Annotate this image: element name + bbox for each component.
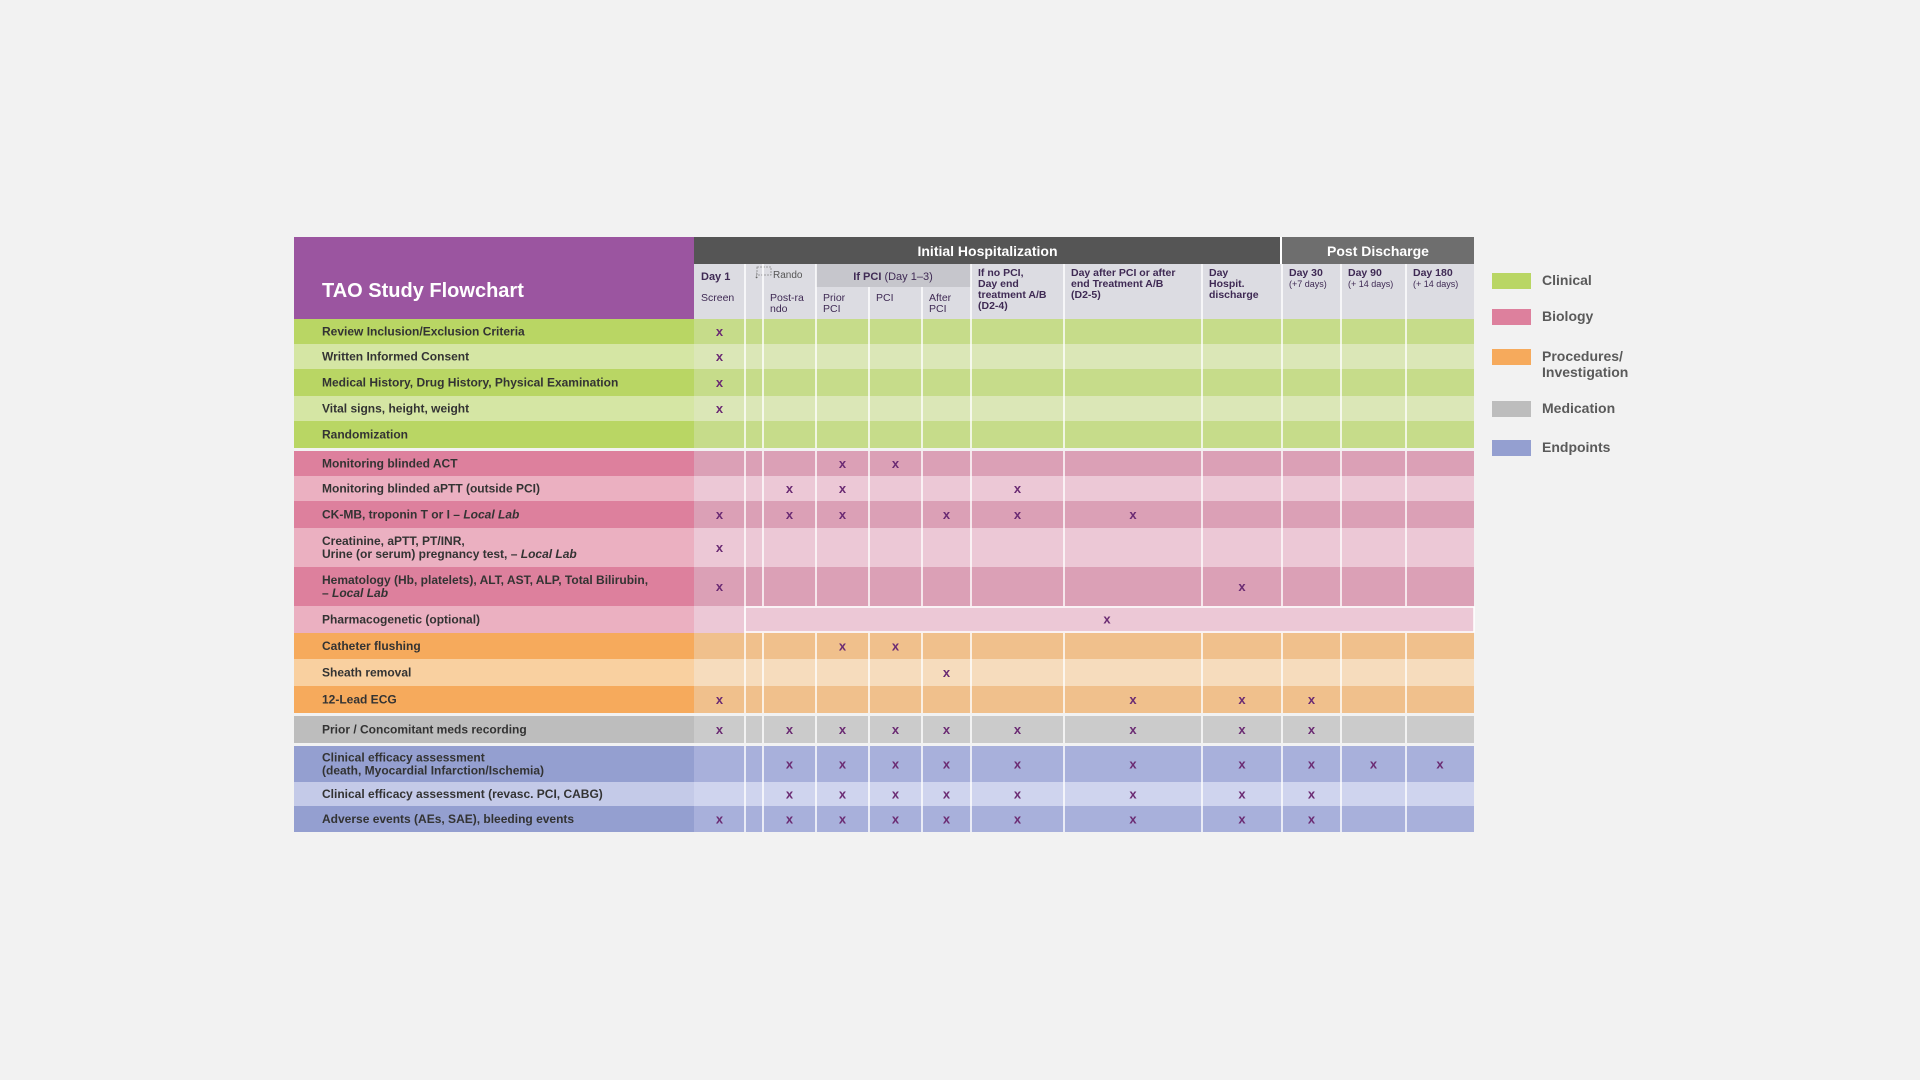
legend-item-procedures xyxy=(1492,348,1692,380)
row-cells-bg-1 xyxy=(694,344,1474,369)
row-mark: x xyxy=(715,324,724,339)
column-header-6: (D2-4) xyxy=(978,300,1008,312)
row-mark: x xyxy=(1013,722,1022,737)
row-mark: x xyxy=(1238,579,1246,594)
row-mark: x xyxy=(838,722,847,737)
legend-item-endpoints xyxy=(1492,439,1692,456)
column-header-8: discharge xyxy=(1209,289,1259,301)
row-mark: x xyxy=(1013,756,1022,772)
row-mark: x xyxy=(1238,811,1246,827)
column-header-11: Day 180 xyxy=(1413,267,1453,279)
row-mark: x xyxy=(942,665,951,680)
row-cells-bg-2 xyxy=(694,369,1474,396)
row-cells-bg-4 xyxy=(694,421,1474,448)
row-mark: x xyxy=(1129,722,1137,737)
row-mark: x xyxy=(942,811,951,827)
legend-label: Procedures/ Investigation xyxy=(1542,348,1629,380)
header-post-label: Post Discharge xyxy=(1327,243,1429,259)
row-mark: x xyxy=(1238,692,1246,707)
row-mark: x xyxy=(1013,786,1022,802)
row-cells-bg-3 xyxy=(694,396,1474,421)
legend-swatch xyxy=(1492,349,1531,365)
row-label-15: (death, Myocardial Infarction/Ischemia) xyxy=(322,763,545,778)
row-mark: x xyxy=(942,786,951,802)
legend-swatch xyxy=(1492,440,1531,456)
legend-swatch xyxy=(1492,401,1531,417)
row-label-14: Prior / Concomitant meds recording xyxy=(322,722,527,737)
row-cells-bg-15 xyxy=(694,746,1474,782)
column-header-8: Day xyxy=(1209,267,1229,279)
row-mark: x xyxy=(1103,611,1111,627)
row-mark: x xyxy=(1238,722,1246,737)
row-mark: x xyxy=(715,401,724,416)
row-cells-bg-7 xyxy=(694,501,1474,528)
column-header-2: ndo xyxy=(770,303,788,315)
row-mark: x xyxy=(715,811,724,827)
column-header-4: PCI xyxy=(876,292,894,304)
row-label-13: 12-Lead ECG xyxy=(322,692,397,707)
column-header-0: Screen xyxy=(701,292,735,304)
row-label-0: Review Inclusion/Exclusion Criteria xyxy=(322,324,525,339)
header-initial-label: Initial Hospitalization xyxy=(917,243,1058,259)
legend-swatch xyxy=(1492,309,1531,325)
row-mark: x xyxy=(838,481,847,496)
column-header-3: PCI xyxy=(823,303,841,315)
row-mark: x xyxy=(891,786,900,802)
row-mark: x xyxy=(785,786,794,802)
column-header-9: (+7 days) xyxy=(1289,279,1327,289)
row-cells-bg-13 xyxy=(694,686,1474,713)
row-mark: x xyxy=(715,349,724,364)
row-label-2: Medical History, Drug History, Physical Examination xyxy=(322,375,619,390)
row-mark: x xyxy=(1307,811,1316,827)
row-mark: x xyxy=(1307,786,1316,802)
legend-item-biology xyxy=(1492,308,1692,325)
column-header-10: (+ 14 days) xyxy=(1348,279,1394,289)
row-mark: x xyxy=(838,456,847,471)
row-mark: x xyxy=(1307,756,1316,772)
legend-label: Biology xyxy=(1542,308,1594,324)
row-mark: x xyxy=(785,481,794,496)
column-header-2: Post-ra xyxy=(770,292,804,304)
row-cells-bg-12 xyxy=(694,659,1474,686)
legend-label: Clinical xyxy=(1542,272,1592,288)
column-header-7: end Treatment A/B xyxy=(1071,278,1164,290)
row-mark: x xyxy=(838,786,847,802)
row-label-17: Adverse events (AEs, SAE), bleeding events xyxy=(322,812,575,826)
row-mark: x xyxy=(1307,722,1316,737)
row-cells-bg-16 xyxy=(694,782,1474,806)
column-header-7: (D2-5) xyxy=(1071,289,1101,301)
row-label-15: Clinical efficacy assessment xyxy=(322,750,485,765)
row-mark: x xyxy=(838,638,847,654)
row-mark: x xyxy=(1013,481,1022,496)
row-mark: x xyxy=(1129,786,1137,802)
row-label-9: – Local Lab xyxy=(322,586,389,600)
row-mark: x xyxy=(1369,756,1378,772)
row-mark: x xyxy=(1436,756,1444,772)
row-label-7: CK-MB, troponin T or I – Local Lab xyxy=(322,507,520,522)
row-mark: x xyxy=(715,692,724,707)
row-label-8: Urine (or serum) pregnancy test, – Local Lab xyxy=(322,547,577,561)
row-label-10: Pharmacogenetic (optional) xyxy=(322,612,481,627)
column-header-6: If no PCI, xyxy=(978,267,1024,279)
row-label-1: Written Informed Consent xyxy=(322,349,470,364)
row-mark: x xyxy=(838,811,847,827)
column-header-6: Day end xyxy=(978,278,1019,290)
legend-item-clinical xyxy=(1492,272,1692,289)
row-mark: x xyxy=(785,811,794,827)
rando-label: Rando xyxy=(773,270,803,281)
row-cells-bg-0 xyxy=(694,319,1474,344)
row-mark: x xyxy=(891,638,900,654)
row-mark: x xyxy=(891,456,900,471)
row-mark: x xyxy=(942,507,951,522)
row-mark: x xyxy=(1307,692,1316,707)
row-mark: x xyxy=(715,579,724,594)
row-cells-bg-10 xyxy=(694,606,1474,633)
row-cells-bg-17 xyxy=(694,806,1474,832)
row-label-6: Monitoring blinded aPTT (outside PCI) xyxy=(322,481,540,496)
rando-arrow-icon: ↓ xyxy=(754,270,759,281)
if-pci-label xyxy=(853,271,932,283)
row-label-3: Vital signs, height, weight xyxy=(322,401,470,416)
legend-swatch xyxy=(1492,273,1531,289)
row-mark: x xyxy=(942,722,951,737)
column-header-10: Day 90 xyxy=(1348,267,1382,279)
row-cells-bg-6 xyxy=(694,476,1474,501)
row-cells-bg-14 xyxy=(694,716,1474,743)
row-mark: x xyxy=(891,722,900,737)
row-mark: x xyxy=(891,811,900,827)
row-mark: x xyxy=(1129,507,1137,522)
row-cells-bg-5 xyxy=(694,451,1474,476)
column-header-11: (+ 14 days) xyxy=(1413,279,1459,289)
row-mark: x xyxy=(715,722,724,737)
row-mark: x xyxy=(1129,756,1137,772)
row-label-9: Hematology (Hb, platelets), ALT, AST, ALP, Total Bilirubin, xyxy=(322,573,649,587)
column-header-7: Day after PCI or after xyxy=(1071,267,1176,279)
row-mark: x xyxy=(1129,692,1137,707)
row-mark: x xyxy=(785,507,794,522)
column-header-9: Day 30 xyxy=(1289,267,1323,279)
day1-label: Day 1 xyxy=(701,271,731,283)
if-pci-title: If PCI xyxy=(853,271,885,283)
column-header-5: After xyxy=(929,292,952,304)
row-label-16: Clinical efficacy assessment (revasc. PCI, CABG) xyxy=(322,787,603,801)
row-mark: x xyxy=(1238,786,1246,802)
row-mark: x xyxy=(838,756,847,772)
page-title: TAO Study Flowchart xyxy=(322,280,524,302)
legend-item-medication xyxy=(1492,400,1692,417)
row-label-11: Catheter flushing xyxy=(322,639,421,653)
legend-label: Medication xyxy=(1542,400,1616,416)
if-pci-sub: (Day 1–3) xyxy=(884,271,933,283)
row-cells-bg-11 xyxy=(694,633,1474,659)
row-mark: x xyxy=(942,756,951,772)
row-mark: x xyxy=(1013,507,1022,522)
row-mark: x xyxy=(715,507,724,522)
row-mark: x xyxy=(715,375,724,390)
row-label-8: Creatinine, aPTT, PT/INR, xyxy=(322,534,465,548)
row-label-12: Sheath removal xyxy=(322,665,412,680)
row-cells-bg-8 xyxy=(694,528,1474,567)
row-mark: x xyxy=(891,756,900,772)
column-header-8: Hospit. xyxy=(1209,278,1245,290)
legend-label: Endpoints xyxy=(1542,439,1611,455)
row-label-4: Randomization xyxy=(322,427,408,442)
column-header-3: Prior xyxy=(823,292,846,304)
row-mark: x xyxy=(785,722,794,737)
row-mark: x xyxy=(1013,811,1022,827)
row-mark: x xyxy=(1238,756,1246,772)
row-cells-bg-9 xyxy=(694,567,1474,606)
row-mark: x xyxy=(785,756,794,772)
row-mark: x xyxy=(715,540,724,555)
column-header-6: treatment A/B xyxy=(978,289,1047,301)
column-header-5: PCI xyxy=(929,303,947,315)
row-mark: x xyxy=(1129,811,1137,827)
row-label-5: Monitoring blinded ACT xyxy=(322,456,458,471)
row-mark: x xyxy=(838,507,847,522)
